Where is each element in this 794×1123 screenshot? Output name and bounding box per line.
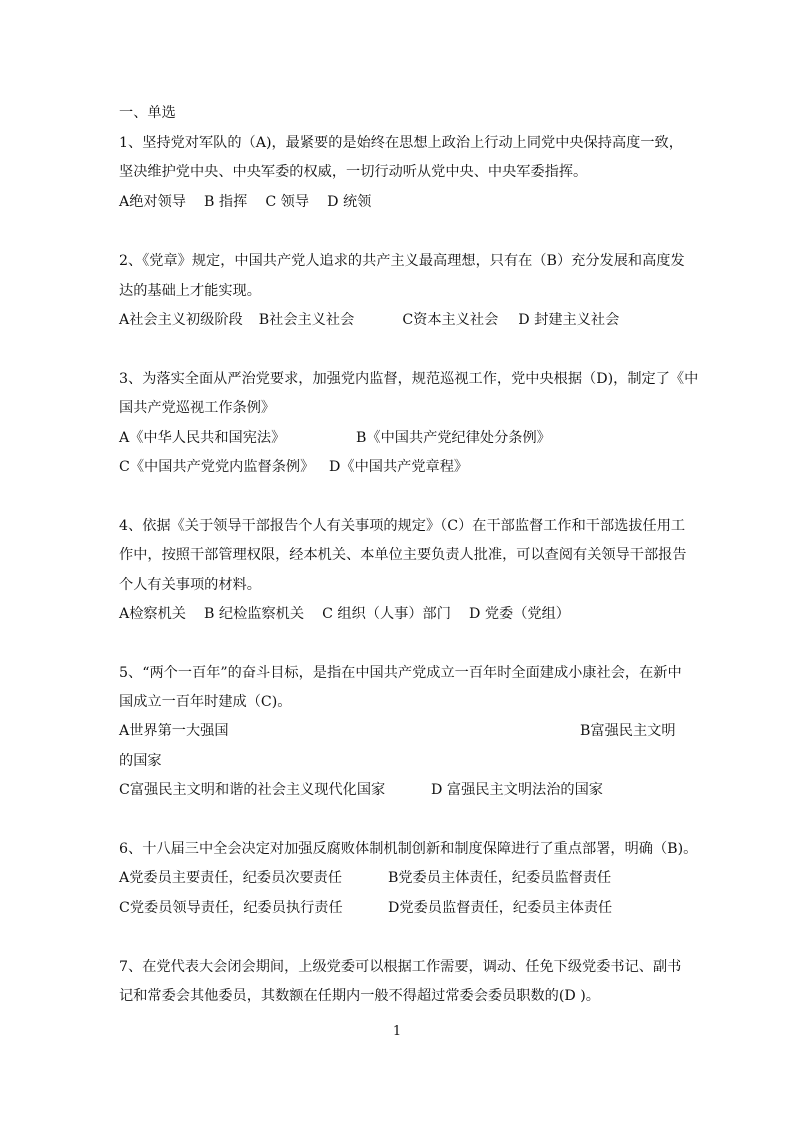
- q1-option-c: C 领导: [265, 194, 310, 210]
- q5-option-b: B富强民主文明: [580, 723, 676, 739]
- q5-line-2: 国成立一百年时建成（C)。: [119, 694, 292, 710]
- q1-option-d: D 统领: [327, 194, 372, 210]
- q2-option-a: A社会主义初级阶段: [119, 312, 243, 328]
- q6-line-1: 6、十八届三中全会决定对加强反腐败体制机制创新和制度保障进行了重点部署，明确（B)。: [119, 841, 698, 857]
- q3-option-d: D《中国共产党章程》: [329, 459, 469, 475]
- q5-option-d: D 富强民主文明法治的国家: [431, 782, 603, 798]
- q2-line-2: 达的基础上才能实现。: [119, 283, 261, 299]
- q1-line-2: 坚决维护党中央、中央军委的权威，一切行动听从党中央、中央军委指挥。: [119, 164, 588, 180]
- q3-line-1: 3、为落实全面从严治党要求，加强党内监督，规范巡视工作，党中央根据（D)，制定了《中: [119, 371, 699, 387]
- q6-option-a: A党委员主要责任，纪委员次要责任: [119, 870, 343, 886]
- q4-options: [119, 604, 570, 624]
- q1-line-1: 1、坚持党对军队的（A)，最紧要的是始终在思想上政治上行动上同党中央保持高度一致，: [119, 135, 683, 151]
- q1-option-a: A绝对领导: [119, 194, 186, 210]
- q7-line-2: 记和常委会其他委员，其数额在任期内一般不得超过常委会委员职数的(D )。: [119, 988, 600, 1004]
- q6-option-c: C党委员领导责任，纪委员执行责任: [119, 900, 343, 916]
- q2-option-c: C资本主义社会: [402, 312, 499, 328]
- q5-line-1: 5、“两个一百年”的奋斗目标，是指在中国共产党成立一百年时全面建成小康社会，在新中: [119, 665, 682, 681]
- q2-line-1: 2、《党章》规定，中国共产党人追求的共产主义最高理想，只有在（B）充分发展和高度发: [119, 253, 685, 269]
- q4-line-3: 个人有关事项的材料。: [119, 577, 261, 593]
- q2-option-b: B社会主义社会: [258, 312, 355, 328]
- q1-options: [119, 192, 371, 212]
- q2-option-d: D 封建主义社会: [518, 312, 620, 328]
- q2-options: [119, 310, 619, 330]
- q4-option-c: C 组织（人事）部门: [322, 606, 451, 622]
- q3-option-c: C《中国共产党党内监督条例》: [119, 459, 315, 475]
- q5-option-b-cont: 的国家: [119, 753, 162, 769]
- q4-option-a: A检察机关: [119, 606, 186, 622]
- q3-line-2: 国共产党巡视工作条例》: [119, 400, 276, 416]
- section-title: 一、单选: [119, 105, 176, 121]
- q7-line-1: 7、在党代表大会闭会期间，上级党委可以根据工作需要，调动、任免下级党委书记、副书: [119, 959, 682, 975]
- q4-option-d: D 党委（党组）: [468, 606, 570, 622]
- q3-option-b: B《中国共产党纪律处分条例》: [356, 430, 551, 446]
- q6-option-b: B党委员主体责任，纪委员监督责任: [388, 870, 612, 886]
- q4-option-b: B 纪检监察机关: [204, 606, 305, 622]
- q3-option-a: A《中华人民共和国宪法》: [119, 430, 286, 446]
- q4-line-2: 作中，按照干部管理权限，经本机关、本单位主要负责人批准，可以查阅有关领导干部报告: [119, 547, 687, 563]
- q5-option-a: A世界第一大强国: [119, 723, 229, 739]
- page-number: 1: [392, 1024, 402, 1039]
- q4-line-1: 4、依据《关于领导干部报告个人有关事项的规定》（C）在干部监督工作和干部选拔任用工: [119, 518, 686, 534]
- q1-option-b: B 指挥: [204, 194, 248, 210]
- q6-option-d: D党委员监督责任，纪委员主体责任: [388, 900, 613, 916]
- q5-option-c: C富强民主文明和谐的社会主义现代化国家: [119, 782, 386, 798]
